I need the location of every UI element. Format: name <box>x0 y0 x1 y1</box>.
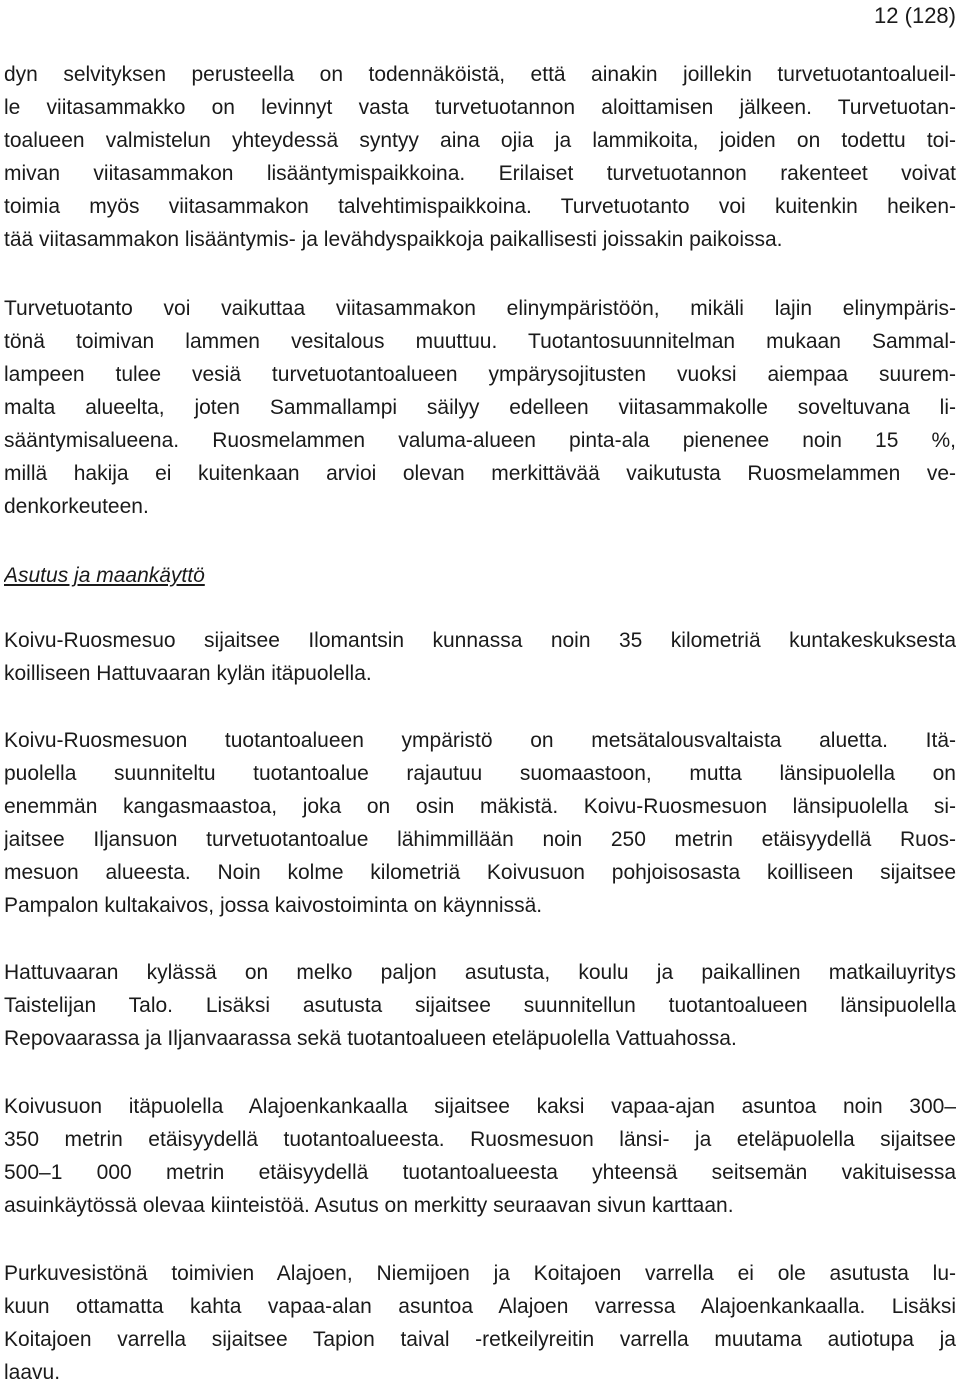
text-line: toimia myös viitasammakon talvehtimispaikkoina. Turvetuotanto voi kuitenkin heiken- <box>4 195 956 218</box>
text-line: Koivu-Ruosmesuo sijaitsee Ilomantsin kunnassa noin 35 kilometriä kuntakeskuksesta <box>4 629 956 652</box>
text-line: Koitajoen varrella sijaitsee Tapion taival -retkeilyreitin varrella muutama autiotupa ja <box>4 1328 956 1351</box>
text-line: dyn selvityksen perusteella on todennäköistä, että ainakin joillekin turvetuotantoalueil- <box>4 63 956 86</box>
text-line: malta alueelta, joten Sammallampi säilyy edelleen viitasammakolle soveltuvana li- <box>4 396 956 419</box>
text-line: millä hakija ei kuitenkaan arvioi olevan merkittävää vaikutusta Ruosmelammen ve- <box>4 462 956 485</box>
text-line: Koivu-Ruosmesuon tuotantoalueen ympäristö on metsätalousvaltaista aluetta. Itä- <box>4 729 956 752</box>
text-line: tää viitasammakon lisääntymis- ja levähdyspaikkoja paikallisesti joissakin paikoissa. <box>4 228 783 251</box>
text-line: mivan viitasammakon lisääntymispaikkoina. Erilaiset turvetuotannon rakenteet voivat <box>4 162 956 185</box>
text-line: Pampalon kultakaivos, jossa kaivostoiminta on käynnissä. <box>4 894 543 917</box>
text-line: enemmän kangasmaastoa, joka on osin mäkistä. Koivu-Ruosmesuon länsipuolella si- <box>4 795 956 818</box>
text-line: Hattuvaaran kylässä on melko paljon asutusta, koulu ja paikallinen matkailuyritys <box>4 961 956 984</box>
text-line: Repovaarassa ja Iljanvaarassa sekä tuotantoalueen eteläpuolella Vattuahossa. <box>4 1027 737 1050</box>
text-line: toalueen valmistelun yhteydessä syntyy aina ojia ja lammikoita, joiden on todettu toi- <box>4 129 956 152</box>
section-heading: Asutus ja maankäyttö <box>4 564 205 587</box>
text-line: kuun ottamatta kahta vapaa-alan asuntoa Alajoen varressa Alajoenkankaalla. Lisäksi <box>4 1295 956 1318</box>
text-line: puolella suunniteltu tuotantoalue rajautuu suomaastoon, mutta länsipuolella on <box>4 762 956 785</box>
text-line: jaitsee Iljansuon turvetuotantoalue lähimmillään noin 250 metrin etäisyydellä Ruos- <box>4 828 956 851</box>
text-line: laavu. <box>4 1361 61 1384</box>
text-line: koilliseen Hattuvaaran kylän itäpuolella. <box>4 662 372 685</box>
text-line: Purkuvesistönä toimivien Alajoen, Niemijoen ja Koitajoen varrella ei ole asutusta lu- <box>4 1262 956 1285</box>
text-line: Taistelijan Talo. Lisäksi asutusta sijaitsee suunnitellun tuotantoalueen länsipuolella <box>4 994 956 1017</box>
text-line: asuinkäytössä olevaa kiinteistöä. Asutus on merkitty seuraavan sivun karttaan. <box>4 1194 734 1217</box>
text-line: Turvetuotanto voi vaikuttaa viitasammakon elinympäristöön, mikäli lajin elinympäris- <box>4 297 956 320</box>
text-line: Koivusuon itäpuolella Alajoenkankaalla sijaitsee kaksi vapaa-ajan asuntoa noin 300– <box>4 1095 956 1118</box>
text-line: 350 metrin etäisyydellä tuotantoalueesta. Ruosmesuon länsi- ja eteläpuolella sijaitsee <box>4 1128 956 1151</box>
text-line: sääntymisalueena. Ruosmelammen valuma-alueen pinta-ala pienenee noin 15 %, <box>4 429 956 452</box>
text-line: tönä toimivan lammen vesitalous muuttuu. Tuotantosuunnitelman mukaan Sammal- <box>4 330 956 353</box>
text-line: denkorkeuteen. <box>4 495 149 518</box>
text-line: lampeen tulee vesiä turvetuotantoalueen ympärysojitusten vuoksi aiempaa suurem- <box>4 363 956 386</box>
page-number: 12 (128) <box>874 3 956 28</box>
text-line: mesuon alueesta. Noin kolme kilometriä Koivusuon pohjoisosasta koilliseen sijaitsee <box>4 861 956 884</box>
text-line: le viitasammakko on levinnyt vasta turvetuotannon aloittamisen jälkeen. Turvetuotan- <box>4 96 956 119</box>
text-line: 500–1 000 metrin etäisyydellä tuotantoalueesta yhteensä seitsemän vakituisessa <box>4 1161 956 1184</box>
